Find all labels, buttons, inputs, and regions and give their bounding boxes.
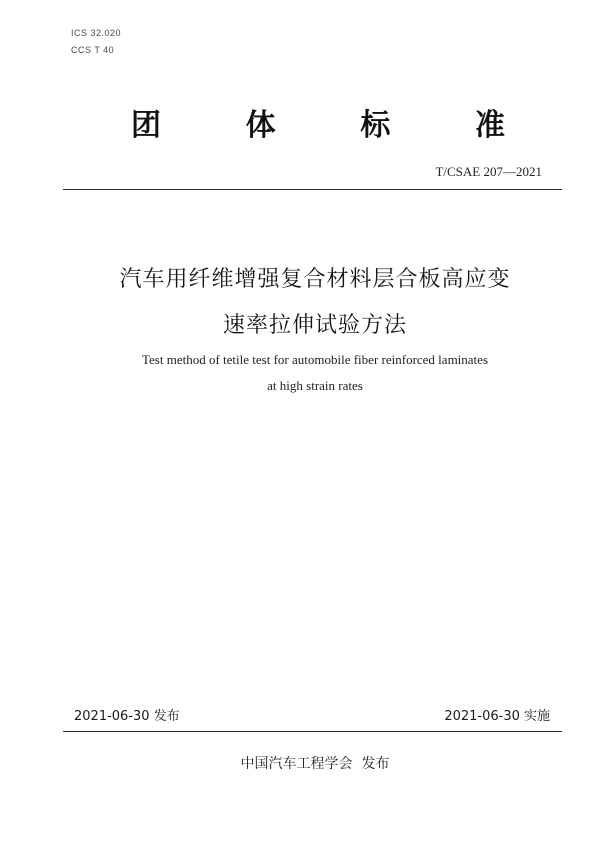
chinese-title-line-1: 汽车用纤维增强复合材料层合板高应变 (119, 267, 511, 292)
standard-number: T/CSAE 207—2021 (435, 164, 542, 179)
footer-divider (63, 731, 562, 732)
chinese-title-line-2: 速率拉伸试验方法 (222, 313, 407, 338)
english-title-line-2: at high strain rates (267, 378, 363, 393)
ics-code: ICS 32.020 (71, 28, 122, 38)
english-title-line-1: Test method of tetile test for automobile fiber reinforced laminates (142, 352, 488, 367)
standard-type-char-2: 体 (245, 108, 276, 143)
standard-type-char-3: 标 (360, 108, 391, 143)
ccs-code: CCS T 40 (71, 45, 115, 55)
standard-type-char-1: 团 (131, 108, 161, 143)
header-divider (63, 189, 562, 190)
publisher: 中国汽车工程学会 发布 (240, 756, 390, 772)
standard-type-heading (118, 106, 518, 146)
issue-date: 2021-06-30 发布 (74, 709, 180, 724)
implementation-date: 2021-06-30 实施 (444, 709, 550, 724)
standard-type-char-4: 准 (474, 108, 505, 143)
